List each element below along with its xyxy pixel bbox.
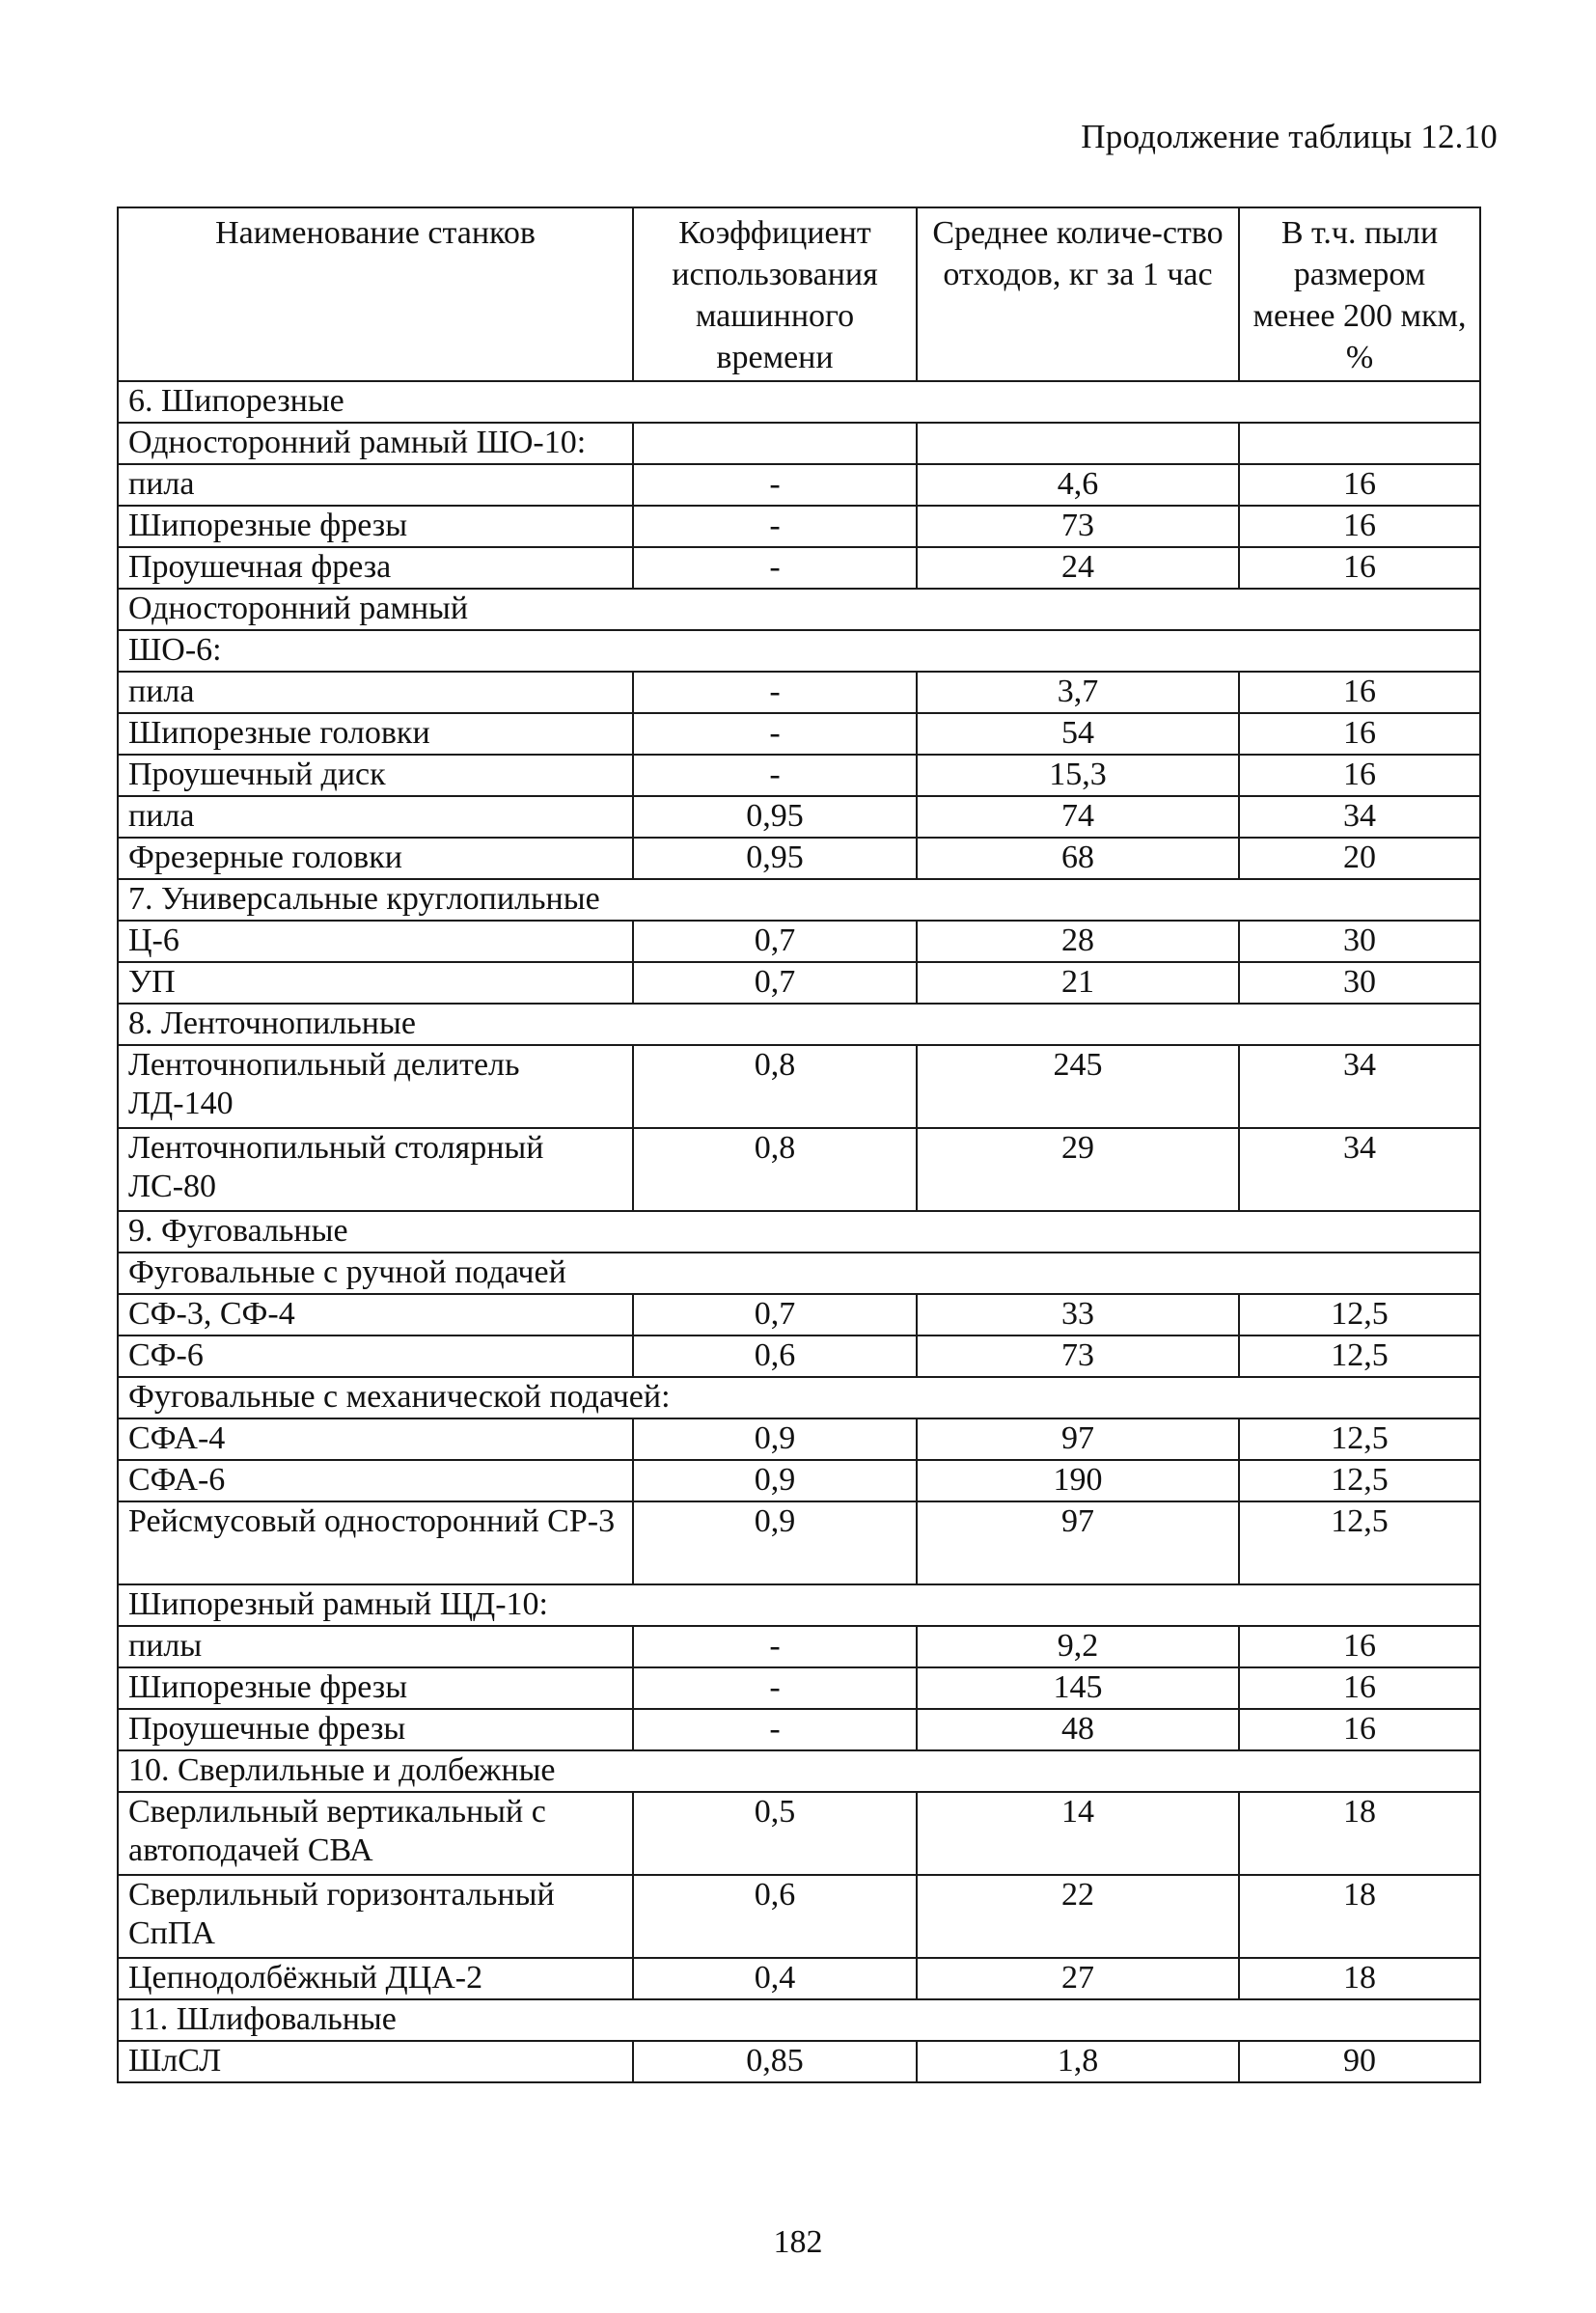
cell-average-waste: 68 (917, 838, 1239, 879)
table-body (118, 381, 1480, 2082)
cell-dust-percent (1239, 423, 1480, 464)
cell-usage-coefficient: - (633, 672, 917, 713)
header-usage-coefficient: Коэффициент использования машинного времени (633, 207, 917, 381)
cell-usage-coefficient: 0,85 (633, 2041, 917, 2082)
table-section-row (118, 1211, 1480, 1253)
cell-average-waste: 97 (917, 1501, 1239, 1584)
cell-usage-coefficient: - (633, 464, 917, 506)
header-average-waste: Среднее количе-ство отходов, кг за 1 час (917, 207, 1239, 381)
table-row (118, 796, 1480, 838)
cell-machine-name: пила (118, 464, 633, 506)
table-row (118, 423, 1480, 464)
cell-average-waste: 21 (917, 962, 1239, 1004)
table-row (118, 464, 1480, 506)
section-title: 8. Ленточнопильные (118, 1004, 1480, 1045)
table-row (118, 838, 1480, 879)
cell-dust-percent: 12,5 (1239, 1294, 1480, 1335)
cell-machine-name: СФА-6 (118, 1460, 633, 1501)
cell-average-waste: 145 (917, 1667, 1239, 1709)
table-row (118, 1958, 1480, 1999)
table-section-row (118, 589, 1480, 630)
cell-dust-percent: 34 (1239, 796, 1480, 838)
cell-dust-percent: 18 (1239, 1875, 1480, 1958)
table-caption: Продолжение таблицы 12.10 (1081, 118, 1498, 155)
table-row (118, 755, 1480, 796)
cell-machine-name: Сверлильный вертикальный с автоподачей СВА (118, 1792, 633, 1875)
cell-usage-coefficient: - (633, 755, 917, 796)
cell-usage-coefficient: 0,4 (633, 1958, 917, 1999)
table-row (118, 1294, 1480, 1335)
cell-average-waste: 73 (917, 1335, 1239, 1377)
cell-average-waste: 54 (917, 713, 1239, 755)
section-title: Фуговальные с механической подачей: (118, 1377, 1480, 1418)
table-row (118, 1418, 1480, 1460)
table-section-row (118, 1999, 1480, 2041)
table-row (118, 547, 1480, 589)
cell-average-waste: 190 (917, 1460, 1239, 1501)
table-section-row (118, 1004, 1480, 1045)
cell-machine-name: Проушечная фреза (118, 547, 633, 589)
cell-dust-percent: 16 (1239, 755, 1480, 796)
cell-usage-coefficient: 0,7 (633, 1294, 917, 1335)
cell-average-waste: 1,8 (917, 2041, 1239, 2082)
cell-usage-coefficient: 0,8 (633, 1045, 917, 1128)
cell-usage-coefficient: 0,95 (633, 838, 917, 879)
cell-machine-name: ШлСЛ (118, 2041, 633, 2082)
section-title: 11. Шлифовальные (118, 1999, 1480, 2041)
cell-dust-percent: 90 (1239, 2041, 1480, 2082)
cell-usage-coefficient: 0,95 (633, 796, 917, 838)
cell-dust-percent: 16 (1239, 464, 1480, 506)
cell-machine-name: Проушечный диск (118, 755, 633, 796)
cell-usage-coefficient: - (633, 1709, 917, 1750)
table-row (118, 1667, 1480, 1709)
cell-dust-percent: 12,5 (1239, 1418, 1480, 1460)
cell-dust-percent: 30 (1239, 962, 1480, 1004)
table-row (118, 1045, 1480, 1128)
section-title: Фуговальные с ручной подачей (118, 1253, 1480, 1294)
cell-machine-name: Ц-6 (118, 921, 633, 962)
cell-usage-coefficient (633, 423, 917, 464)
table-row (118, 1792, 1480, 1875)
cell-dust-percent: 12,5 (1239, 1335, 1480, 1377)
cell-dust-percent: 18 (1239, 1792, 1480, 1875)
table-row (118, 672, 1480, 713)
cell-average-waste: 97 (917, 1418, 1239, 1460)
table-row (118, 1875, 1480, 1958)
cell-machine-name: УП (118, 962, 633, 1004)
table-row (118, 1335, 1480, 1377)
cell-usage-coefficient: 0,9 (633, 1418, 917, 1460)
table-section-row (118, 879, 1480, 921)
cell-machine-name: пила (118, 672, 633, 713)
cell-usage-coefficient: - (633, 506, 917, 547)
cell-machine-name: СФА-4 (118, 1418, 633, 1460)
cell-dust-percent: 12,5 (1239, 1501, 1480, 1584)
machines-waste-table (117, 207, 1481, 2083)
cell-average-waste: 15,3 (917, 755, 1239, 796)
cell-machine-name: Проушечные фрезы (118, 1709, 633, 1750)
cell-dust-percent: 20 (1239, 838, 1480, 879)
cell-dust-percent: 18 (1239, 1958, 1480, 1999)
page-number: 182 (773, 2224, 823, 2260)
cell-usage-coefficient: 0,7 (633, 962, 917, 1004)
cell-machine-name: Ленточнопильный столярный ЛС-80 (118, 1128, 633, 1211)
section-title: 7. Универсальные круглопильные (118, 879, 1480, 921)
table-section-row (118, 1750, 1480, 1792)
cell-dust-percent: 16 (1239, 1709, 1480, 1750)
cell-machine-name: Рейсмусовый односторонний СР-3 (118, 1501, 633, 1584)
cell-machine-name: пилы (118, 1626, 633, 1667)
cell-average-waste: 22 (917, 1875, 1239, 1958)
cell-usage-coefficient: 0,8 (633, 1128, 917, 1211)
cell-usage-coefficient: - (633, 1626, 917, 1667)
cell-usage-coefficient: 0,9 (633, 1501, 917, 1584)
cell-machine-name: СФ-3, СФ-4 (118, 1294, 633, 1335)
cell-average-waste: 14 (917, 1792, 1239, 1875)
cell-machine-name: Односторонний рамный ШО-10: (118, 423, 633, 464)
table-section-row (118, 1584, 1480, 1626)
cell-machine-name: Шипорезные головки (118, 713, 633, 755)
cell-machine-name: пила (118, 796, 633, 838)
cell-average-waste: 27 (917, 1958, 1239, 1999)
cell-usage-coefficient: 0,6 (633, 1335, 917, 1377)
cell-average-waste: 33 (917, 1294, 1239, 1335)
table-row (118, 713, 1480, 755)
table-section-row (118, 1377, 1480, 1418)
cell-average-waste: 3,7 (917, 672, 1239, 713)
header-machine-name: Наименование станков (118, 207, 633, 381)
cell-average-waste: 29 (917, 1128, 1239, 1211)
cell-usage-coefficient: 0,9 (633, 1460, 917, 1501)
cell-usage-coefficient: - (633, 547, 917, 589)
section-title: 9. Фуговальные (118, 1211, 1480, 1253)
cell-dust-percent: 16 (1239, 1667, 1480, 1709)
cell-machine-name: Ленточнопильный делитель ЛД-140 (118, 1045, 633, 1128)
section-title: 10. Сверлильные и долбежные (118, 1750, 1480, 1792)
cell-machine-name: СФ-6 (118, 1335, 633, 1377)
cell-average-waste: 48 (917, 1709, 1239, 1750)
table-row (118, 962, 1480, 1004)
table-section-row (118, 630, 1480, 672)
table-row (118, 2041, 1480, 2082)
section-title: ШО-6: (118, 630, 1480, 672)
cell-dust-percent: 34 (1239, 1128, 1480, 1211)
table-row (118, 1460, 1480, 1501)
cell-machine-name: Шипорезные фрезы (118, 1667, 633, 1709)
table-section-row (118, 381, 1480, 423)
table-row (118, 921, 1480, 962)
cell-average-waste: 73 (917, 506, 1239, 547)
section-title: Односторонний рамный (118, 589, 1480, 630)
cell-usage-coefficient: - (633, 713, 917, 755)
table-header-row (118, 207, 1480, 381)
cell-usage-coefficient: 0,5 (633, 1792, 917, 1875)
table-row (118, 1709, 1480, 1750)
cell-average-waste: 245 (917, 1045, 1239, 1128)
cell-average-waste: 24 (917, 547, 1239, 589)
table-row (118, 1626, 1480, 1667)
cell-average-waste: 4,6 (917, 464, 1239, 506)
cell-dust-percent: 12,5 (1239, 1460, 1480, 1501)
cell-average-waste: 28 (917, 921, 1239, 962)
table-row (118, 1128, 1480, 1211)
table-section-row (118, 1253, 1480, 1294)
cell-machine-name: Цепнодолбёжный ДЦА-2 (118, 1958, 633, 1999)
cell-dust-percent: 16 (1239, 547, 1480, 589)
section-title: Шипорезный рамный ЩД-10: (118, 1584, 1480, 1626)
cell-dust-percent: 16 (1239, 506, 1480, 547)
table-row (118, 1501, 1480, 1584)
cell-average-waste: 74 (917, 796, 1239, 838)
cell-dust-percent: 16 (1239, 672, 1480, 713)
cell-usage-coefficient: - (633, 1667, 917, 1709)
cell-machine-name: Фрезерные головки (118, 838, 633, 879)
cell-machine-name: Шипорезные фрезы (118, 506, 633, 547)
cell-average-waste: 9,2 (917, 1626, 1239, 1667)
header-dust-percent: В т.ч. пыли размером менее 200 мкм, % (1239, 207, 1480, 381)
table-row (118, 506, 1480, 547)
cell-dust-percent: 30 (1239, 921, 1480, 962)
cell-usage-coefficient: 0,7 (633, 921, 917, 962)
cell-machine-name: Сверлильный горизонтальный СпПА (118, 1875, 633, 1958)
cell-dust-percent: 16 (1239, 713, 1480, 755)
cell-dust-percent: 34 (1239, 1045, 1480, 1128)
section-title: 6. Шипорезные (118, 381, 1480, 423)
cell-dust-percent: 16 (1239, 1626, 1480, 1667)
cell-usage-coefficient: 0,6 (633, 1875, 917, 1958)
cell-average-waste (917, 423, 1239, 464)
